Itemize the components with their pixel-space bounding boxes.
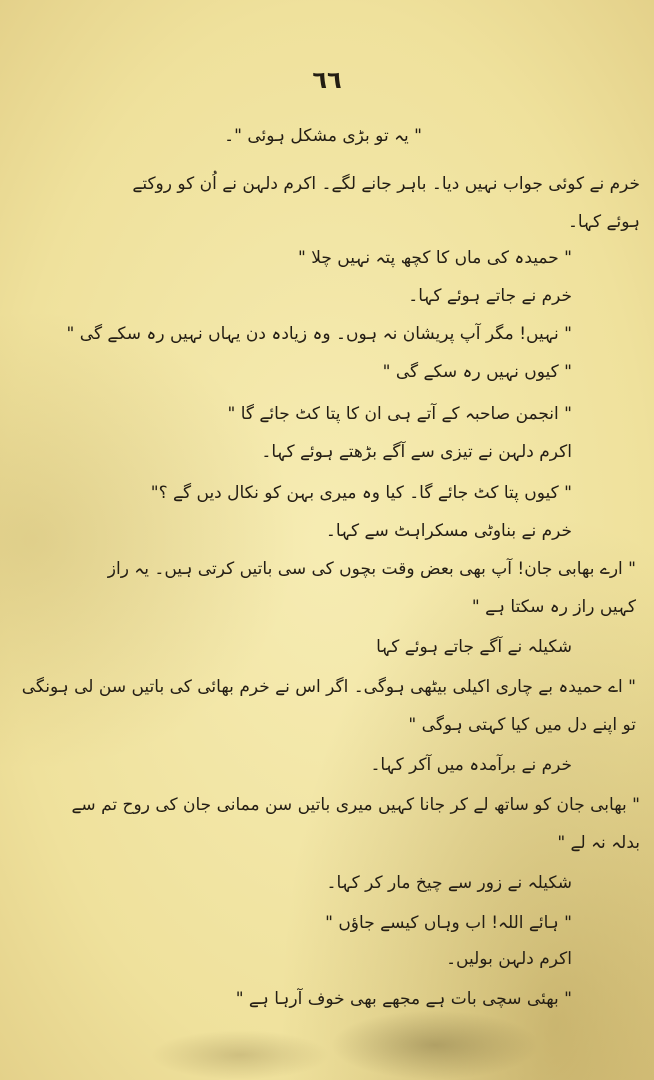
text-line: خرم نے جاتے ہوئے کہا۔ — [408, 286, 572, 306]
text-line: " ہائے اللہ! اب وہاں کیسے جاؤں " — [325, 913, 572, 933]
page-stain — [330, 1010, 540, 1080]
text-line: " انجمن صاحبہ کے آتے ہی ان کا پتا کٹ جائے گا " — [227, 404, 572, 424]
text-line: خرم نے بناوٹی مسکراہٹ سے کہا۔ — [325, 521, 572, 541]
text-line: " کیوں پتا کٹ جائے گا۔ کیا وہ میری بہن کو نکال دیں گے ؟" — [150, 483, 572, 503]
text-line: اکرم دلہن نے تیزی سے آگے بڑھتے ہوئے کہا۔ — [261, 442, 572, 462]
text-line: " نہیں! مگر آپ پریشان نہ ہوں۔ وہ زیادہ دن یہاں نہیں رہ سکے گی " — [66, 324, 572, 344]
text-line: شکیلہ نے آگے جاتے ہوئے کہا — [376, 637, 572, 657]
text-line: ہوئے کہا۔ — [567, 212, 640, 232]
text-line: " یہ تو بڑی مشکل ہوئی "۔ — [224, 126, 422, 146]
text-line: " ارے بھابی جان! آپ بھی بعض وقت بچوں کی سی باتیں کرتی ہیں۔ یہ راز — [107, 559, 636, 579]
text-line: خرم نے کوئی جواب نہیں دیا۔ باہر جانے لگے۔ اکرم دلہن نے اُن کو روکتے — [132, 174, 640, 194]
page-stain — [150, 1030, 330, 1080]
text-line: اکرم دلہن بولیں۔ — [446, 949, 572, 969]
text-line: خرم نے برآمدہ میں آکر کہا۔ — [370, 755, 572, 775]
text-line: " اے حمیدہ بے چاری اکیلی بیٹھی ہوگی۔ اگر اس نے خرم بھائی کی باتیں سن لی ہونگی — [21, 677, 636, 697]
text-line: شکیلہ نے زور سے چیخ مار کر کہا۔ — [326, 873, 572, 893]
text-line: " بھابی جان کو ساتھ لے کر جانا کہیں میری باتیں سن ممانی جان کی روح تم سے — [71, 795, 640, 815]
text-line: بدلہ نہ لے " — [557, 833, 640, 853]
text-line: " حمیدہ کی ماں کا کچھ پتہ نہیں چلا " — [298, 248, 572, 268]
text-line: " کیوں نہیں رہ سکے گی " — [382, 362, 572, 382]
page-number: ٦٦ — [312, 66, 342, 94]
text-line: کہیں راز رہ سکتا ہے " — [471, 597, 636, 617]
text-line: " بھئی سچی بات ہے مجھے بھی خوف آرہا ہے " — [235, 989, 572, 1009]
text-line: تو اپنے دل میں کیا کہتی ہوگی " — [408, 715, 636, 735]
